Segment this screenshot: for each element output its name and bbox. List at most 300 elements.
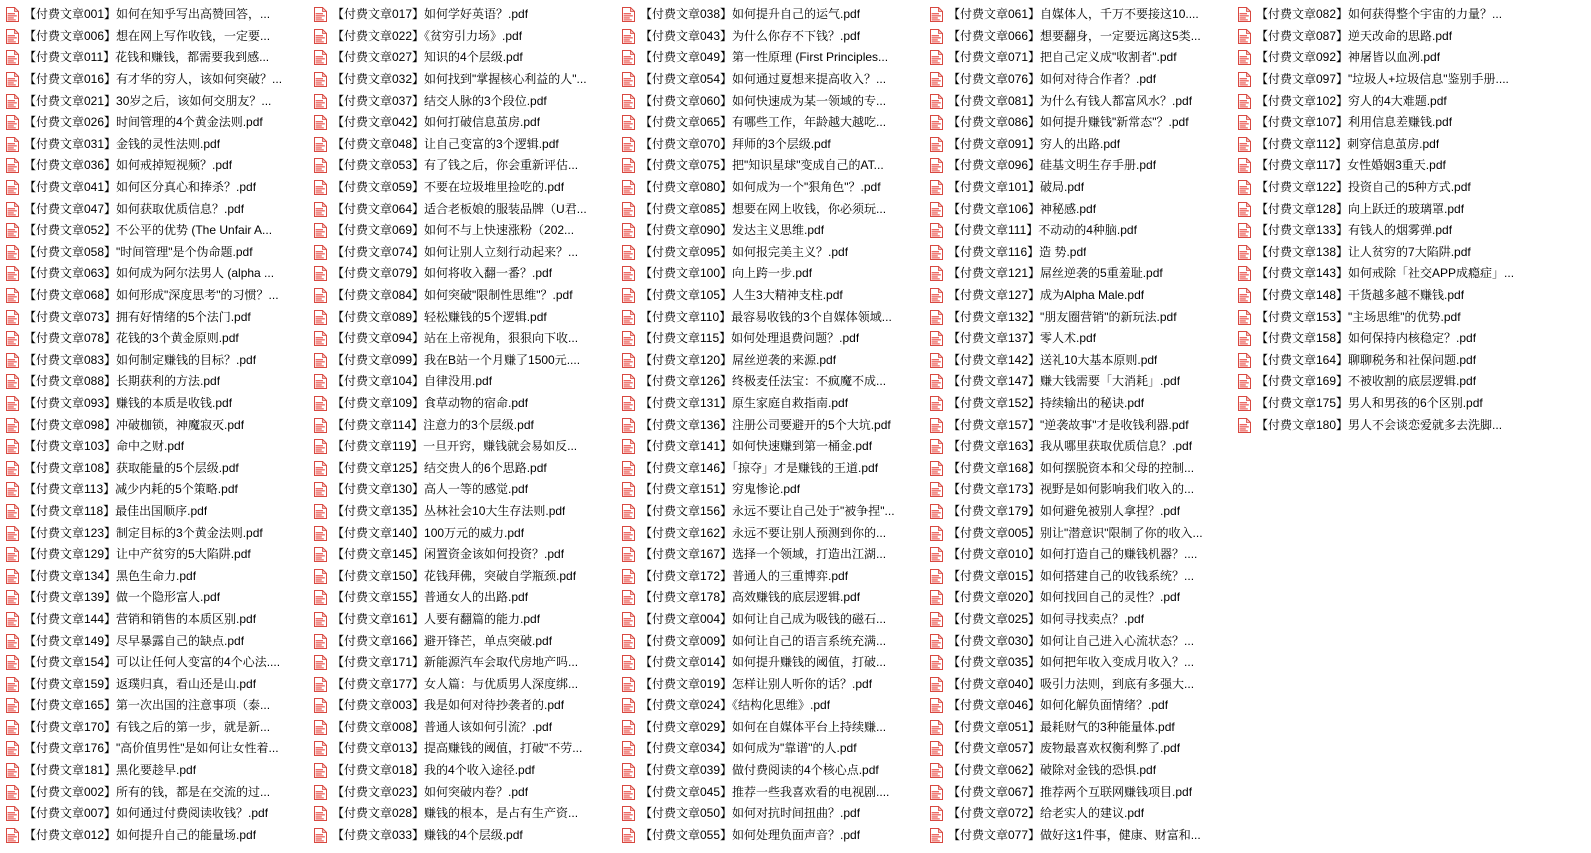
- list-item[interactable]: [2, 47, 310, 69]
- file-name-label: 【付费文章163】我从哪里获取优质信息？.pdf: [948, 439, 1193, 454]
- list-item[interactable]: [1234, 90, 1542, 112]
- pdf-file-icon: [930, 396, 943, 411]
- list-item[interactable]: [1234, 263, 1542, 285]
- list-item[interactable]: [1234, 285, 1542, 307]
- list-item[interactable]: [2, 328, 310, 350]
- file-name-label: 【付费文章033】赚钱的4个层级.pdf: [332, 827, 523, 842]
- list-item[interactable]: [926, 198, 1234, 220]
- pdf-file-icon: [6, 266, 19, 281]
- list-item[interactable]: [618, 479, 926, 501]
- pdf-file-icon: [1238, 374, 1251, 389]
- list-item[interactable]: [2, 26, 310, 48]
- list-item[interactable]: [926, 457, 1234, 479]
- list-item[interactable]: [1234, 134, 1542, 156]
- list-item[interactable]: [926, 393, 1234, 415]
- list-item[interactable]: [2, 695, 310, 717]
- file-name-label: 【付费文章112】刺穿信息茧房.pdf: [1256, 136, 1440, 151]
- pdf-file-icon: [6, 72, 19, 87]
- list-item[interactable]: [310, 177, 618, 199]
- file-name-label: 【付费文章084】如何突破"限制性思维"？.pdf: [332, 288, 573, 303]
- file-name-label: 【付费文章040】吸引力法则，到底有多强大...: [948, 676, 1195, 691]
- list-item[interactable]: [310, 220, 618, 242]
- pdf-file-icon: [930, 504, 943, 519]
- file-name-label: 【付费文章063】如何成为阿尔法男人 (alpha ...: [24, 266, 275, 281]
- pdf-file-icon: [6, 612, 19, 627]
- file-name-label: 【付费文章074】如何让别人立刻行动起来？...: [332, 244, 579, 259]
- file-name-label: 【付费文章101】破局.pdf: [948, 180, 1085, 195]
- list-item[interactable]: [2, 717, 310, 739]
- list-item[interactable]: [926, 609, 1234, 631]
- pdf-file-icon: [6, 353, 19, 368]
- list-item[interactable]: [926, 371, 1234, 393]
- file-name-label: 【付费文章116】造 势.pdf: [948, 244, 1087, 259]
- pdf-file-icon: [1238, 158, 1251, 173]
- file-name-label: 【付费文章154】可以让任何人变富的4个心法....: [24, 655, 281, 670]
- list-item[interactable]: [618, 738, 926, 760]
- file-name-label: 【付费文章061】自媒体人，千万不要接这10....: [948, 7, 1199, 22]
- list-item[interactable]: [310, 501, 618, 523]
- list-item[interactable]: [618, 522, 926, 544]
- list-item[interactable]: [310, 522, 618, 544]
- list-item[interactable]: [310, 134, 618, 156]
- list-item[interactable]: [310, 198, 618, 220]
- file-name-label: 【付费文章088】长期获利的方法.pdf: [24, 374, 221, 389]
- pdf-file-icon: [930, 720, 943, 735]
- list-item[interactable]: [310, 781, 618, 803]
- pdf-file-icon: [930, 547, 943, 562]
- pdf-file-icon: [930, 763, 943, 778]
- file-name-label: 【付费文章172】普通人的三重博弈.pdf: [640, 568, 849, 583]
- file-name-label: 【付费文章077】做好这1件事，健康、财富和...: [948, 827, 1201, 842]
- pdf-file-icon: [6, 7, 19, 22]
- list-item[interactable]: [926, 565, 1234, 587]
- pdf-file-icon: [1238, 418, 1251, 433]
- pdf-file-icon: [6, 634, 19, 649]
- list-item[interactable]: [2, 501, 310, 523]
- list-item[interactable]: [618, 544, 926, 566]
- list-item[interactable]: [310, 69, 618, 91]
- file-name-label: 【付费文章120】屌丝逆袭的来源.pdf: [640, 352, 837, 367]
- pdf-file-icon: [930, 310, 943, 325]
- list-item[interactable]: [926, 47, 1234, 69]
- pdf-file-icon: [622, 526, 635, 541]
- pdf-file-icon: [622, 785, 635, 800]
- list-item[interactable]: [2, 522, 310, 544]
- list-item[interactable]: [310, 652, 618, 674]
- list-item[interactable]: [926, 695, 1234, 717]
- list-item[interactable]: [926, 90, 1234, 112]
- list-item[interactable]: [618, 220, 926, 242]
- pdf-file-icon: [6, 741, 19, 756]
- pdf-file-icon: [930, 806, 943, 821]
- list-item[interactable]: [2, 673, 310, 695]
- list-item[interactable]: [618, 350, 926, 372]
- list-item[interactable]: [618, 177, 926, 199]
- list-item[interactable]: [1234, 371, 1542, 393]
- list-item[interactable]: [926, 414, 1234, 436]
- list-item[interactable]: [618, 69, 926, 91]
- list-item[interactable]: [2, 177, 310, 199]
- pdf-file-icon: [6, 828, 19, 843]
- file-name-label: 【付费文章079】如何将收入翻一番？.pdf: [332, 266, 553, 281]
- list-item[interactable]: [926, 803, 1234, 825]
- list-item[interactable]: [618, 457, 926, 479]
- list-item[interactable]: [2, 479, 310, 501]
- file-name-label: 【付费文章082】如何获得整个宇宙的力量？...: [1256, 7, 1503, 22]
- list-item[interactable]: [1234, 47, 1542, 69]
- list-item[interactable]: [926, 112, 1234, 134]
- pdf-file-icon: [622, 137, 635, 152]
- file-name-label: 【付费文章013】提高赚钱的阈值，打破"不劳...: [332, 741, 583, 756]
- list-item[interactable]: [2, 587, 310, 609]
- list-item[interactable]: [2, 371, 310, 393]
- pdf-file-icon: [6, 180, 19, 195]
- list-item[interactable]: [618, 436, 926, 458]
- pdf-file-icon: [1238, 50, 1251, 65]
- list-item[interactable]: [310, 457, 618, 479]
- file-name-label: 【付费文章031】金钱的灵性法则.pdf: [24, 136, 221, 151]
- list-item[interactable]: [618, 630, 926, 652]
- file-name-label: 【付费文章175】男人和男孩的6个区别.pdf: [1256, 395, 1483, 410]
- list-item[interactable]: [618, 695, 926, 717]
- list-item[interactable]: [310, 47, 618, 69]
- pdf-file-icon: [930, 245, 943, 260]
- list-item[interactable]: [2, 414, 310, 436]
- list-item[interactable]: [310, 306, 618, 328]
- pdf-file-icon: [930, 634, 943, 649]
- list-item[interactable]: [310, 112, 618, 134]
- list-item[interactable]: [618, 652, 926, 674]
- list-item[interactable]: [618, 112, 926, 134]
- list-item[interactable]: [2, 436, 310, 458]
- list-item[interactable]: [1234, 4, 1542, 26]
- file-name-label: 【付费文章121】屌丝逆袭的5重羞耻.pdf: [948, 266, 1163, 281]
- pdf-file-icon: [930, 266, 943, 281]
- list-item[interactable]: [310, 695, 618, 717]
- file-name-label: 【付费文章018】我的4个收入途径.pdf: [332, 763, 535, 778]
- pdf-file-icon: [1238, 29, 1251, 44]
- list-item[interactable]: [1234, 112, 1542, 134]
- list-item[interactable]: [1234, 220, 1542, 242]
- list-item[interactable]: [618, 501, 926, 523]
- list-item[interactable]: [926, 285, 1234, 307]
- list-item[interactable]: [926, 263, 1234, 285]
- list-item[interactable]: [2, 263, 310, 285]
- list-item[interactable]: [310, 414, 618, 436]
- list-item[interactable]: [926, 738, 1234, 760]
- file-name-label: 【付费文章122】投资自己的5种方式.pdf: [1256, 180, 1471, 195]
- list-item[interactable]: [310, 285, 618, 307]
- pdf-file-icon: [314, 418, 327, 433]
- list-item[interactable]: [1234, 69, 1542, 91]
- pdf-file-icon: [314, 439, 327, 454]
- file-name-label: 【付费文章089】轻松赚钱的5个逻辑.pdf: [332, 309, 547, 324]
- list-item[interactable]: [926, 177, 1234, 199]
- pdf-file-icon: [6, 115, 19, 130]
- file-name-label: 【付费文章146】「掠夺」才是赚钱的王道.pdf: [640, 460, 879, 475]
- list-item[interactable]: [926, 155, 1234, 177]
- list-item[interactable]: [618, 242, 926, 264]
- list-item[interactable]: [2, 393, 310, 415]
- pdf-file-icon: [930, 439, 943, 454]
- pdf-file-icon: [622, 504, 635, 519]
- pdf-file-icon: [314, 590, 327, 605]
- file-name-label: 【付费文章115】如何处理退费问题？.pdf: [640, 331, 860, 346]
- list-item[interactable]: [1234, 177, 1542, 199]
- pdf-file-icon: [6, 698, 19, 713]
- file-name-label: 【付费文章048】让自己变富的3个逻辑.pdf: [332, 136, 559, 151]
- list-item[interactable]: [310, 587, 618, 609]
- pdf-file-icon: [314, 547, 327, 562]
- pdf-file-icon: [6, 806, 19, 821]
- list-item[interactable]: [1234, 26, 1542, 48]
- list-item[interactable]: [1234, 414, 1542, 436]
- list-item[interactable]: [2, 609, 310, 631]
- list-item[interactable]: [618, 306, 926, 328]
- pdf-file-icon: [1238, 353, 1251, 368]
- list-item[interactable]: [926, 522, 1234, 544]
- file-name-label: 【付费文章117】女性婚姻3重天.pdf: [1256, 158, 1446, 173]
- file-name-label: 【付费文章106】神秘感.pdf: [948, 201, 1097, 216]
- file-name-label: 【付费文章167】选择一个领域，打造出江湖...: [640, 547, 887, 562]
- file-name-label: 【付费文章180】男人不会谈恋爱就多去洗脚...: [1256, 417, 1503, 432]
- pdf-file-icon: [314, 634, 327, 649]
- list-item[interactable]: [2, 350, 310, 372]
- pdf-file-icon: [622, 590, 635, 605]
- pdf-file-icon: [930, 698, 943, 713]
- file-name-label: 【付费文章050】如何对抗时间扭曲？.pdf: [640, 806, 861, 821]
- list-item[interactable]: [2, 220, 310, 242]
- list-item[interactable]: [926, 781, 1234, 803]
- pdf-file-icon: [6, 202, 19, 217]
- list-item[interactable]: [618, 609, 926, 631]
- file-name-label: 【付费文章014】如何提升赚钱的阈值，打破...: [640, 655, 887, 670]
- list-item[interactable]: [310, 673, 618, 695]
- list-item[interactable]: [2, 544, 310, 566]
- file-name-label: 【付费文章028】赚钱的根本，是占有生产资...: [332, 806, 579, 821]
- list-item[interactable]: [926, 4, 1234, 26]
- list-item[interactable]: [310, 371, 618, 393]
- list-item[interactable]: [2, 4, 310, 26]
- list-item[interactable]: [926, 306, 1234, 328]
- list-item[interactable]: [310, 328, 618, 350]
- list-item[interactable]: [310, 609, 618, 631]
- list-item[interactable]: [926, 587, 1234, 609]
- list-item[interactable]: [310, 803, 618, 825]
- list-item[interactable]: [926, 652, 1234, 674]
- list-item[interactable]: [618, 47, 926, 69]
- pdf-file-icon: [6, 763, 19, 778]
- list-item[interactable]: [310, 479, 618, 501]
- list-item[interactable]: [2, 565, 310, 587]
- list-item[interactable]: [310, 717, 618, 739]
- list-item[interactable]: [618, 26, 926, 48]
- list-item[interactable]: [310, 242, 618, 264]
- list-item[interactable]: [310, 393, 618, 415]
- pdf-file-icon: [6, 590, 19, 605]
- list-item[interactable]: [310, 90, 618, 112]
- list-item[interactable]: [926, 69, 1234, 91]
- list-item[interactable]: [618, 803, 926, 825]
- list-item[interactable]: [1234, 155, 1542, 177]
- list-item[interactable]: [618, 4, 926, 26]
- file-name-label: 【付费文章102】穷人的4大难题.pdf: [1256, 93, 1447, 108]
- list-item[interactable]: [926, 544, 1234, 566]
- file-name-label: 【付费文章126】终极麦任法宝：不疯魔不成...: [640, 374, 887, 389]
- list-item[interactable]: [926, 242, 1234, 264]
- list-item[interactable]: [310, 760, 618, 782]
- pdf-file-icon: [930, 202, 943, 217]
- pdf-file-icon: [622, 266, 635, 281]
- list-item[interactable]: [1234, 350, 1542, 372]
- file-name-label: 【付费文章125】结交贵人的6个思路.pdf: [332, 460, 547, 475]
- list-item[interactable]: [926, 501, 1234, 523]
- list-item[interactable]: [310, 263, 618, 285]
- pdf-file-icon: [6, 677, 19, 692]
- list-item[interactable]: [2, 198, 310, 220]
- file-name-label: 【付费文章138】让人贫穷的7大陷阱.pdf: [1256, 244, 1471, 259]
- file-name-label: 【付费文章094】站在上帝视角，狠狠向下收...: [332, 331, 579, 346]
- list-item[interactable]: [310, 436, 618, 458]
- file-name-label: 【付费文章026】时间管理的4个黄金法则.pdf: [24, 115, 263, 130]
- file-name-label: 【付费文章107】利用信息差赚钱.pdf: [1256, 115, 1453, 130]
- list-item[interactable]: [618, 587, 926, 609]
- file-name-label: 【付费文章052】不公平的优势 (The Unfair A...: [24, 223, 273, 238]
- list-item[interactable]: [926, 350, 1234, 372]
- list-item[interactable]: [618, 155, 926, 177]
- list-item[interactable]: [926, 26, 1234, 48]
- pdf-file-icon: [6, 137, 19, 152]
- list-item[interactable]: [618, 263, 926, 285]
- file-name-label: 【付费文章158】如何保持内核稳定？.pdf: [1256, 331, 1477, 346]
- list-item[interactable]: [310, 825, 618, 847]
- list-item[interactable]: [618, 198, 926, 220]
- list-item[interactable]: [2, 781, 310, 803]
- file-name-label: 【付费文章067】推荐两个互联网赚钱项目.pdf: [948, 784, 1193, 799]
- pdf-file-icon: [6, 655, 19, 670]
- file-name-label: 【付费文章080】如何成为一个"狠角色"？.pdf: [640, 180, 881, 195]
- list-item[interactable]: [2, 306, 310, 328]
- list-item[interactable]: [926, 717, 1234, 739]
- list-item[interactable]: [926, 760, 1234, 782]
- pdf-file-icon: [314, 353, 327, 368]
- pdf-file-icon: [1238, 137, 1251, 152]
- list-item[interactable]: [310, 738, 618, 760]
- list-item[interactable]: [618, 565, 926, 587]
- pdf-file-icon: [314, 223, 327, 238]
- list-item[interactable]: [2, 760, 310, 782]
- list-item[interactable]: [1234, 198, 1542, 220]
- file-name-label: 【付费文章062】破除对金钱的恐惧.pdf: [948, 763, 1157, 778]
- file-name-label: 【付费文章004】如何让自己成为吸钱的磁石...: [640, 611, 887, 626]
- pdf-file-icon: [622, 331, 635, 346]
- list-item[interactable]: [2, 112, 310, 134]
- list-item[interactable]: [618, 414, 926, 436]
- list-item[interactable]: [618, 825, 926, 847]
- pdf-file-icon: [314, 741, 327, 756]
- pdf-file-icon: [314, 374, 327, 389]
- list-item[interactable]: [2, 652, 310, 674]
- list-item[interactable]: [618, 760, 926, 782]
- list-item[interactable]: [926, 479, 1234, 501]
- list-item[interactable]: [926, 220, 1234, 242]
- list-item[interactable]: [926, 134, 1234, 156]
- list-item[interactable]: [2, 242, 310, 264]
- list-item[interactable]: [310, 544, 618, 566]
- list-item[interactable]: [310, 565, 618, 587]
- list-item[interactable]: [618, 371, 926, 393]
- list-item[interactable]: [926, 630, 1234, 652]
- list-item[interactable]: [618, 285, 926, 307]
- list-item[interactable]: [2, 803, 310, 825]
- list-item[interactable]: [1234, 393, 1542, 415]
- file-name-label: 【付费文章157】"逆袭故事"才是收钱利器.pdf: [948, 417, 1189, 432]
- list-item[interactable]: [618, 717, 926, 739]
- list-item[interactable]: [2, 738, 310, 760]
- list-item[interactable]: [618, 781, 926, 803]
- pdf-file-icon: [930, 655, 943, 670]
- pdf-file-icon: [6, 158, 19, 173]
- list-item[interactable]: [926, 436, 1234, 458]
- pdf-file-icon: [622, 612, 635, 627]
- list-item[interactable]: [2, 69, 310, 91]
- list-item[interactable]: [2, 134, 310, 156]
- file-name-label: 【付费文章064】适合老板娘的服装品牌（U君...: [332, 201, 587, 216]
- file-name-label: 【付费文章151】穷鬼惨论.pdf: [640, 482, 801, 497]
- list-item[interactable]: [2, 285, 310, 307]
- file-name-label: 【付费文章096】硅基文明生存手册.pdf: [948, 158, 1157, 173]
- pdf-file-icon: [1238, 288, 1251, 303]
- pdf-file-icon: [930, 461, 943, 476]
- list-item[interactable]: [926, 825, 1234, 847]
- list-item[interactable]: [2, 630, 310, 652]
- file-name-label: 【付费文章015】如何搭建自己的收钱系统？...: [948, 568, 1195, 583]
- file-name-label: 【付费文章081】为什么有钱人都富风水？.pdf: [948, 93, 1193, 108]
- pdf-file-icon: [1238, 245, 1251, 260]
- list-item[interactable]: [2, 825, 310, 847]
- list-item[interactable]: [2, 155, 310, 177]
- list-item[interactable]: [926, 328, 1234, 350]
- list-item[interactable]: [618, 90, 926, 112]
- list-item[interactable]: [310, 26, 618, 48]
- list-item[interactable]: [618, 393, 926, 415]
- list-item[interactable]: [926, 673, 1234, 695]
- file-name-label: 【付费文章047】如何获取优质信息？.pdf: [24, 201, 245, 216]
- list-item[interactable]: [310, 350, 618, 372]
- file-name-label: 【付费文章118】最佳出国顺序.pdf: [24, 503, 208, 518]
- list-item[interactable]: [1234, 242, 1542, 264]
- list-item[interactable]: [618, 673, 926, 695]
- file-name-label: 【付费文章134】黑色生命力.pdf: [24, 568, 197, 583]
- list-item[interactable]: [618, 328, 926, 350]
- pdf-file-icon: [622, 72, 635, 87]
- list-item[interactable]: [1234, 306, 1542, 328]
- file-name-label: 【付费文章114】注意力的3个层级.pdf: [332, 417, 534, 432]
- pdf-file-icon: [314, 7, 327, 22]
- list-item[interactable]: [2, 90, 310, 112]
- pdf-file-icon: [622, 698, 635, 713]
- file-name-label: 【付费文章070】拜师的3个层级.pdf: [640, 136, 831, 151]
- list-item[interactable]: [310, 630, 618, 652]
- file-name-label: 【付费文章168】如何摆脱资本和父母的控制...: [948, 460, 1195, 475]
- pdf-file-icon: [622, 569, 635, 584]
- list-item[interactable]: [310, 155, 618, 177]
- list-item[interactable]: [1234, 328, 1542, 350]
- file-name-label: 【付费文章065】有哪些工作，年龄越大越吃...: [640, 115, 887, 130]
- list-item[interactable]: [310, 4, 618, 26]
- list-item[interactable]: [2, 457, 310, 479]
- list-item[interactable]: [618, 134, 926, 156]
